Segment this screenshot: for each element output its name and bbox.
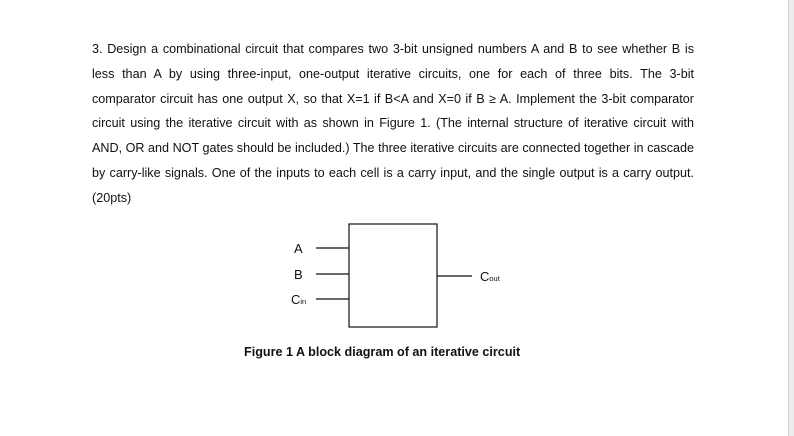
- output-label-cout-main: C: [480, 269, 490, 284]
- figure-caption: Figure 1 A block diagram of an iterative circuit: [244, 345, 521, 359]
- input-label-b: B: [294, 267, 303, 282]
- problem-statement: 3. Design a combinational circuit that compares two 3-bit unsigned numbers A and B to see whether B is less than A by using three-input, one-output iterative circuits, one for each of three bits. The 3-bit comparator circuit has one output X, so that X=1 if B<A and X=0 if B ≥ A. Implement the 3-bit comparator circuit using the iterative circuit with as shown in Figure 1. (The internal structure of iterative circuit with AND, OR and NOT gates should be included.) The three iterative circuits are connected together in cascade by carry-like signals. One of the inputs to each cell is a carry input, and the single output is a carry output. (20pts): [92, 42, 694, 205]
- output-label-cout-sub: out: [489, 274, 500, 283]
- input-label-a: A: [294, 241, 303, 256]
- input-label-cin: [291, 292, 306, 307]
- input-label-cin-main: C: [291, 292, 301, 307]
- input-label-cin-sub: in: [300, 297, 307, 306]
- iterative-circuit-block: [349, 224, 437, 327]
- output-label-cout: [480, 269, 501, 284]
